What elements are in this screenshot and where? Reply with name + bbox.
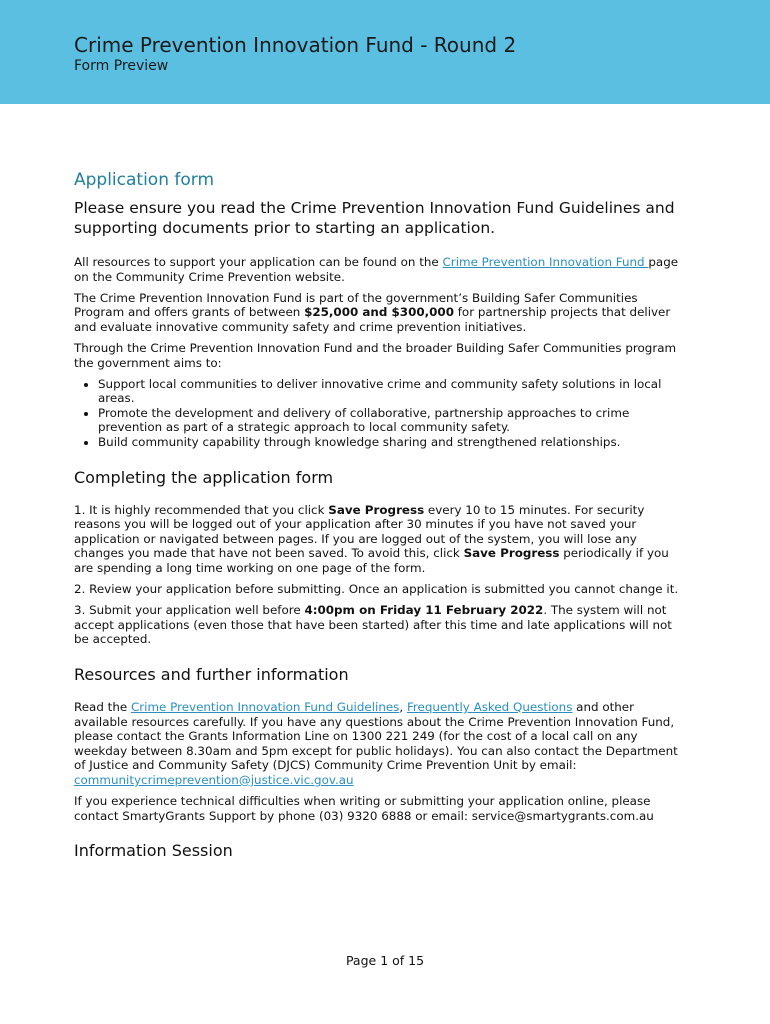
page-number: Page 1 of 15 [345,953,425,968]
aims-paragraph: Through the Crime Prevention Innovation Fund and the broader Building Safer Communities program the government aims to: [74,340,677,370]
text: 1. It is highly recommended that you click [74,502,329,517]
resources-paragraph [74,255,680,284]
crime-prevention-fund-link[interactable]: Crime Prevention Innovation Fund [442,255,649,269]
step-1 [74,503,680,576]
save-progress-text: Save Progress [328,502,425,517]
text: and other available resources carefully. If you have any questions about the Crime Prevention Innovation Fund, please contact the Grants Information Line on 1300 221 249 (for the cost of a local call on any weekday between 8.30am and 5pm except for public holidays). You can also contact the Department of Justice and Community Safety (DJCS) Community Crime Prevention Unit by email: [74,699,678,773]
text: , [399,699,407,714]
guidelines-link[interactable]: Crime Prevention Innovation Fund Guidelines [130,699,400,714]
text: for partnership projects that deliver and evaluate innovative community safety and crime prevention initiatives. [74,305,671,334]
form-subtitle: Form Preview [74,58,169,74]
page-header [0,0,770,104]
technical-support-paragraph: If you experience technical difficulties when writing or submitting your application online, please contact SmartyGrants Support by phone (03) 9320 6888 or email: service@smartygrants.com.au [74,794,654,823]
text: The Crime Prevention Innovation Fund is part of the government’s Building Safer Communities Program and offers grants of between [74,290,638,320]
lead-paragraph: Please ensure you read the Crime Prevention Innovation Fund Guidelines and supporting documents prior to starting an application. [74,199,675,237]
text: All resources to support your application can be found on the [74,255,443,269]
section-heading-application-form: Application form [74,170,215,190]
text: 3. Submit your application well before [74,603,305,618]
list-item: • Build community capability through knowledge sharing and strengthened relationships. [98,435,680,450]
step-3 [74,603,680,647]
faq-link[interactable]: Frequently Asked Questions [406,699,573,714]
text: Read the [74,699,131,714]
email-link[interactable]: communitycrimeprevention@justice.vic.gov.au [74,772,354,787]
save-progress-text: Save Progress [463,546,560,561]
form-title: Crime Prevention Innovation Fund - Round 2 [74,33,517,57]
deadline: 4:00pm on Friday 11 February 2022 [304,603,544,618]
step-2: 2. Review your application before submitting. Once an application is submitted you cannot change it. [74,582,679,597]
list-item: • Promote the development and delivery of collaborative, partnership approaches to crime prevention as part of a strategic approach to local community safety. [98,406,680,435]
section-heading-completing: Completing the application form [74,467,334,487]
aims-list [74,377,680,450]
list-item: • Support local communities to deliver innovative crime and community safety solutions in local areas. [98,377,680,406]
resources-info-paragraph [74,700,680,788]
section-heading-info-session: Information Session [74,841,233,861]
main-content [74,170,680,876]
text: page on the Community Crime Prevention website. [74,255,679,284]
text: periodically if you are spending a long time working on one page of the form. [74,546,669,575]
grant-range: $25,000 and $300,000 [304,305,454,320]
section-heading-resources: Resources and further information [74,664,349,684]
program-paragraph [74,291,680,335]
text: . The system will not accept applications (even those that have been started) after this time and late applications will not be accepted. [74,603,672,647]
text: every 10 to 15 minutes. For security reasons you will be logged out of your application after 30 minutes if you have not saved your application or navigated between pages. If you are logged out of the system, you will lose any changes you made that have not been saved. To avoid this, click [74,502,645,561]
